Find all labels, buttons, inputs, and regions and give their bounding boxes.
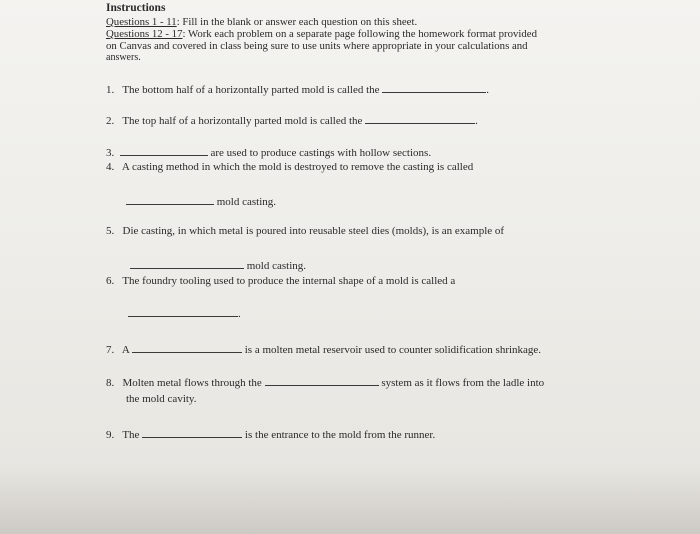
question-text: The foundry tooling used to produce the internal shape of a mold is called a — [122, 275, 456, 287]
questions-range-label: Questions 12 - 17 — [106, 28, 183, 40]
question-text: Die casting, in which metal is poured into reusable steel dies (molds), is an example of — [122, 225, 505, 237]
question-5 — [106, 225, 504, 237]
question-text: The bottom half of a horizontally parted mold is called the — [122, 84, 380, 96]
instructions-line-4: answers. — [106, 52, 141, 63]
question-text: are used to produce castings with hollow sections. — [210, 147, 432, 159]
answer-blank-7[interactable] — [132, 343, 242, 353]
question-number: 9. — [106, 429, 115, 441]
instructions-text: : Fill in the blank or answer each question on this sheet. — [176, 16, 418, 28]
instructions-line-1 — [106, 16, 417, 28]
answer-blank-8[interactable] — [265, 376, 379, 386]
question-4-continued — [126, 195, 276, 208]
question-number: 3. — [106, 147, 115, 159]
question-1 — [106, 83, 489, 96]
question-4 — [106, 161, 473, 173]
instructions-text: : Work each problem on a separate page following the homework format provided — [182, 28, 537, 40]
instructions-line-2 — [106, 28, 537, 40]
question-end: . — [486, 84, 490, 96]
question-text: is a molten metal reservoir used to counter solidification shrinkage. — [244, 344, 542, 356]
answer-blank-5[interactable] — [130, 259, 244, 269]
question-number: 7. — [106, 344, 115, 356]
question-text: mold casting. — [246, 260, 307, 272]
instructions-line-3: on Canvas and covered in class being sure to use units where appropriate in your calculations and — [106, 40, 528, 52]
question-end: . — [475, 115, 478, 127]
question-text: The top half of a horizontally parted mold is called the — [122, 115, 363, 127]
question-2 — [106, 114, 478, 127]
question-end: . — [238, 308, 241, 320]
question-6-continued — [128, 307, 241, 320]
question-number: 4. — [106, 161, 115, 173]
answer-blank-6[interactable] — [128, 307, 238, 317]
questions-range-label: Questions 1 - 11 — [106, 16, 177, 28]
question-8-continued: the mold cavity. — [126, 393, 197, 405]
question-number: 1. — [106, 84, 115, 96]
instructions-heading: Instructions — [106, 2, 166, 14]
answer-blank-2[interactable] — [365, 114, 475, 124]
question-text: The — [122, 429, 140, 441]
question-text: system as it flows from the ladle into — [381, 377, 545, 389]
page-shadow — [0, 464, 700, 534]
question-text: A — [121, 344, 130, 356]
question-text: mold casting. — [216, 196, 277, 208]
question-text: A casting method in which the mold is destroyed to remove the casting is called — [121, 161, 474, 173]
answer-blank-3[interactable] — [120, 146, 208, 156]
question-text: Molten metal flows through the — [122, 377, 262, 389]
answer-blank-1[interactable] — [382, 83, 486, 93]
answer-blank-9[interactable] — [142, 428, 242, 438]
question-number: 2. — [106, 115, 115, 127]
question-3 — [106, 146, 431, 159]
question-6 — [106, 275, 455, 287]
answer-blank-4[interactable] — [126, 195, 214, 205]
question-5-continued — [130, 259, 306, 272]
question-number: 5. — [106, 225, 115, 237]
question-number: 6. — [106, 275, 115, 287]
question-8 — [106, 376, 544, 389]
question-number: 8. — [106, 377, 115, 389]
question-text: is the entrance to the mold from the runner. — [244, 429, 436, 441]
question-9 — [106, 428, 435, 441]
question-7 — [106, 343, 541, 356]
